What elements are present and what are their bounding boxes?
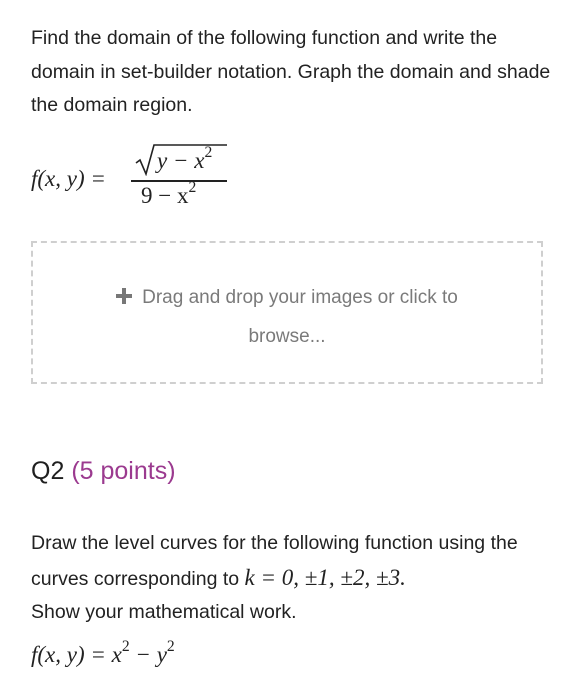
q2-title: Q2 <box>31 457 65 485</box>
q1-function-lhs: f(x, y) = <box>31 166 106 191</box>
q1-function-equation <box>31 140 331 220</box>
q2-heading <box>31 457 176 486</box>
q1-prompt: Find the domain of the following function and write the domain in set-builder notation. Graph the domain and shade the domain region. <box>31 27 551 116</box>
upload-instruction: Drag and drop your images or click to <box>33 287 541 309</box>
q2-prompt: Draw the level curves for the following function using the curves corresponding to k = 0, ±1, ±2, ±3. Show your mathematical work. <box>31 532 518 623</box>
q2-k-values: k = 0, ±1, ±2, ±3. <box>244 564 406 590</box>
q1-fraction <box>131 140 227 220</box>
q1-numerator <box>135 142 227 176</box>
upload-browse-link[interactable]: browse... <box>248 326 326 347</box>
fraction-bar <box>131 180 227 182</box>
plus-icon <box>116 288 132 304</box>
q1-denominator: $9 - x^2$ <box>141 179 197 208</box>
q2-points: (5 points) <box>71 457 176 485</box>
q2-function-equation: f(x, $y) = x^2 - y^2$ <box>31 638 175 667</box>
image-upload-dropzone[interactable] <box>31 241 543 384</box>
q1-radicand: $y - x^2$ <box>157 144 213 173</box>
